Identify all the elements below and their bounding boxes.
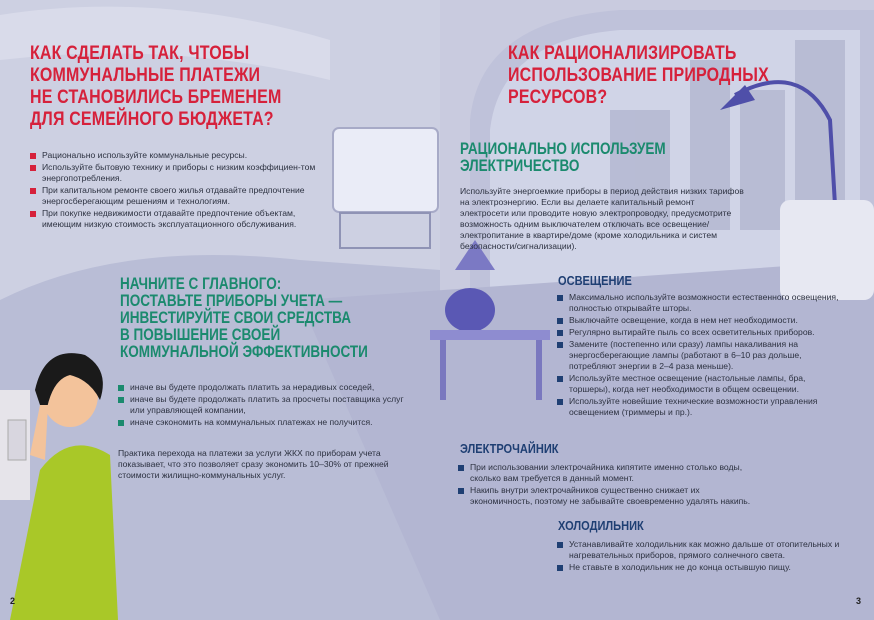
list-item: Максимально используйте возможности естественного освещения, полностью открывайте шторы.: [557, 292, 847, 314]
list-item: Не ставьте в холодильник не до конца остывшую пищу.: [557, 562, 847, 573]
list-item: Используйте местное освещение (настольные лампы, бра, торшеры), когда нет необходимости в общем освещении.: [557, 373, 847, 395]
page-number-left: 2: [10, 596, 16, 606]
meters-title-line: КОММУНАЛЬНОЙ ЭФФЕКТИВНОСТИ: [120, 343, 368, 361]
list-item: Используйте новейшие технические возможности управления освещением (триммеры и пр.).: [557, 396, 847, 418]
page-number-right: 3: [856, 596, 862, 606]
electricity-title-line: ЭЛЕКТРИЧЕСТВО: [460, 157, 580, 175]
list-item: иначе сэкономить на коммунальных платежах не получится.: [118, 417, 408, 428]
meters-title-line: В ПОВЫШЕНИЕ СВОЕЙ: [120, 326, 281, 344]
left-tips-list: [30, 150, 320, 231]
right-title-line: РЕСУРСОВ?: [508, 86, 608, 108]
list-item: Замените (постепенно или сразу) лампы накаливания на энергосберегающие лампы (работают в 6–10 раз дольше, потребляют энергии в 2–4 раза меньше).: [557, 339, 847, 372]
meters-title-line: ПОСТАВЬТЕ ПРИБОРЫ УЧЕТА —: [120, 292, 343, 310]
meters-title: [120, 276, 368, 361]
list-item: иначе вы будете продолжать платить за просчеты поставщика услуг или управляющей компании,: [118, 394, 408, 416]
left-title: [30, 42, 281, 130]
list-item: При капитальном ремонте своего жилья отдавайте предпочтение энергосберегающим решениям и технологиям.: [30, 185, 320, 207]
fridge-title: ХОЛОДИЛЬНИК: [558, 518, 644, 533]
electricity-paragraph: Используйте энергоемкие приборы в период действия низких тарифов на электроэнергию. Если вы делаете капитальный ремонт электросети или проводите новую электропроводку, предусмотрите возможность одним выключателем отключать все освещение/электропитание в квартире/доме (кроме холодильника и систем безопасности/сигнализации).: [460, 186, 744, 251]
tv-image: [333, 128, 438, 212]
list-item: Накипь внутри электрочайников существенно снижает их экономичность, поэтому не забывайте своевременно удалять накипь.: [458, 485, 758, 507]
list-item: Выключайте освещение, когда в нем нет необходимости.: [557, 315, 847, 326]
fridge-bullets: [557, 539, 847, 574]
electricity-title: [460, 141, 666, 175]
meters-title-line: НАЧНИТЕ С ГЛАВНОГО:: [120, 275, 282, 293]
left-title-line: КОММУНАЛЬНЫЕ ПЛАТЕЖИ: [30, 64, 261, 86]
meters-paragraph: Практика перехода на платежи за услуги ЖКХ по приборам учета показывает, что это позволяет сразу экономить 10–30% от прежней стоимости жилищно-коммунальных услуг.: [118, 448, 389, 480]
right-title-line: КАК РАЦИОНАЛИЗИРОВАТЬ: [508, 42, 737, 64]
list-item: Рационально используйте коммунальные ресурсы.: [30, 150, 320, 161]
list-item: Используйте бытовую технику и приборы с низким коэффициен-том энергопотребления.: [30, 162, 320, 184]
meters-bullets: [118, 382, 408, 429]
list-item: иначе вы будете продолжать платить за нерадивых соседей,: [118, 382, 408, 393]
right-title: [508, 42, 769, 108]
list-item: Регулярно вытирайте пыль со всех осветительных приборов.: [557, 327, 847, 338]
right-title-line: ИСПОЛЬЗОВАНИЕ ПРИРОДНЫХ: [508, 64, 769, 86]
lighting-title: ОСВЕЩЕНИЕ: [558, 273, 632, 288]
kettle-title: ЭЛЕКТРОЧАЙНИК: [460, 441, 559, 456]
left-title-line: НЕ СТАНОВИЛИСЬ БРЕМЕНЕМ: [30, 86, 282, 108]
list-item: При покупке недвижимости отдавайте предпочтение объектам, имеющим низкую стоимость эксплуатационного обслуживания.: [30, 208, 320, 230]
kettle-bullets: [458, 462, 758, 508]
electricity-title-line: РАЦИОНАЛЬНО ИСПОЛЬЗУЕМ: [460, 140, 666, 158]
list-item: Устанавливайте холодильник как можно дальше от отопительных и нагревательных приборов, прямого солнечного света.: [557, 539, 847, 561]
lighting-bullets: [557, 292, 847, 419]
list-item: При использовании электрочайника кипятите именно столько воды, сколько вам требуется в данный момент.: [458, 462, 758, 484]
left-title-line: КАК СДЕЛАТЬ ТАК, ЧТОБЫ: [30, 42, 250, 64]
left-title-line: ДЛЯ СЕМЕЙНОГО БЮДЖЕТА?: [30, 108, 274, 130]
meters-title-line: ИНВЕСТИРУЙТЕ СВОИ СРЕДСТВА: [120, 309, 351, 327]
